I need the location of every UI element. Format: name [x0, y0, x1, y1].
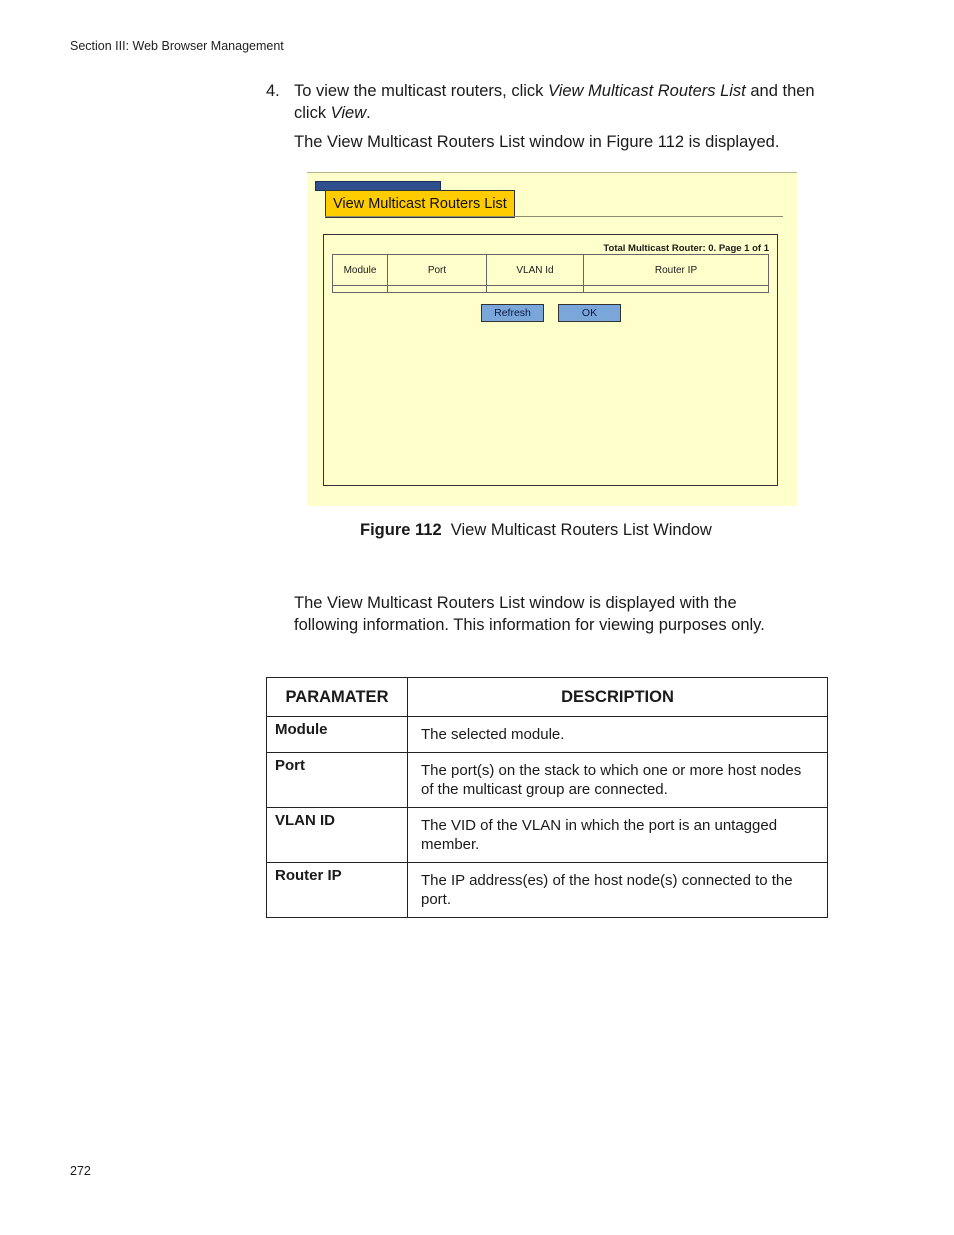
param-name: VLAN ID: [267, 808, 408, 863]
table-row: [267, 863, 828, 918]
step-number: 4.: [266, 82, 280, 100]
refresh-button[interactable]: Refresh: [481, 304, 544, 322]
step-text: To view the multicast routers, click View Multicast Routers List and then click View.: [294, 82, 815, 122]
param-description: The port(s) on the stack to which one or more host nodes of the multicast group are connected.: [408, 753, 828, 808]
figure-caption: [360, 521, 712, 540]
header-parameter: PARAMATER: [267, 678, 408, 717]
total-routers-status: Total Multicast Router: 0. Page 1 of 1: [603, 243, 769, 254]
param-description: The IP address(es) of the host node(s) connected to the port.: [408, 863, 828, 918]
page-number: 272: [70, 1164, 91, 1178]
routers-list-panel: [323, 234, 778, 486]
tab-divider: [325, 216, 783, 217]
parameters-table: [266, 677, 828, 918]
tab-view-multicast-routers-list[interactable]: View Multicast Routers List: [325, 190, 515, 218]
figure-label: Figure 112: [360, 521, 442, 539]
header-description: DESCRIPTION: [408, 678, 828, 717]
section-header: Section III: Web Browser Management: [70, 39, 284, 53]
table-row: [267, 753, 828, 808]
param-name: Port: [267, 753, 408, 808]
column-header-port: Port: [388, 255, 487, 286]
column-header-router-ip: Router IP: [584, 255, 769, 286]
figure-screenshot: [307, 172, 797, 506]
table-row: [267, 808, 828, 863]
table-row: [267, 717, 828, 753]
view-reference: View: [330, 104, 367, 122]
parameters-table-header: [267, 678, 828, 717]
routers-table: [332, 254, 769, 293]
figure-title: View Multicast Routers List Window: [450, 521, 712, 539]
view-list-reference: View Multicast Routers List: [548, 82, 746, 100]
routers-table-empty-row: [333, 286, 769, 293]
column-header-module: Module: [333, 255, 388, 286]
param-description: The selected module.: [408, 717, 828, 753]
column-header-vlan-id: VLAN Id: [487, 255, 584, 286]
param-name: Router IP: [267, 863, 408, 918]
ok-button[interactable]: OK: [558, 304, 621, 322]
param-name: Module: [267, 717, 408, 753]
step-result-text: The View Multicast Routers List window in Figure 112 is displayed.: [294, 133, 780, 151]
param-description: The VID of the VLAN in which the port is an untagged member.: [408, 808, 828, 863]
description-paragraph: The View Multicast Routers List window is displayed with the following information. This information for viewing purposes only.: [294, 594, 765, 634]
routers-table-header-row: [333, 255, 769, 286]
